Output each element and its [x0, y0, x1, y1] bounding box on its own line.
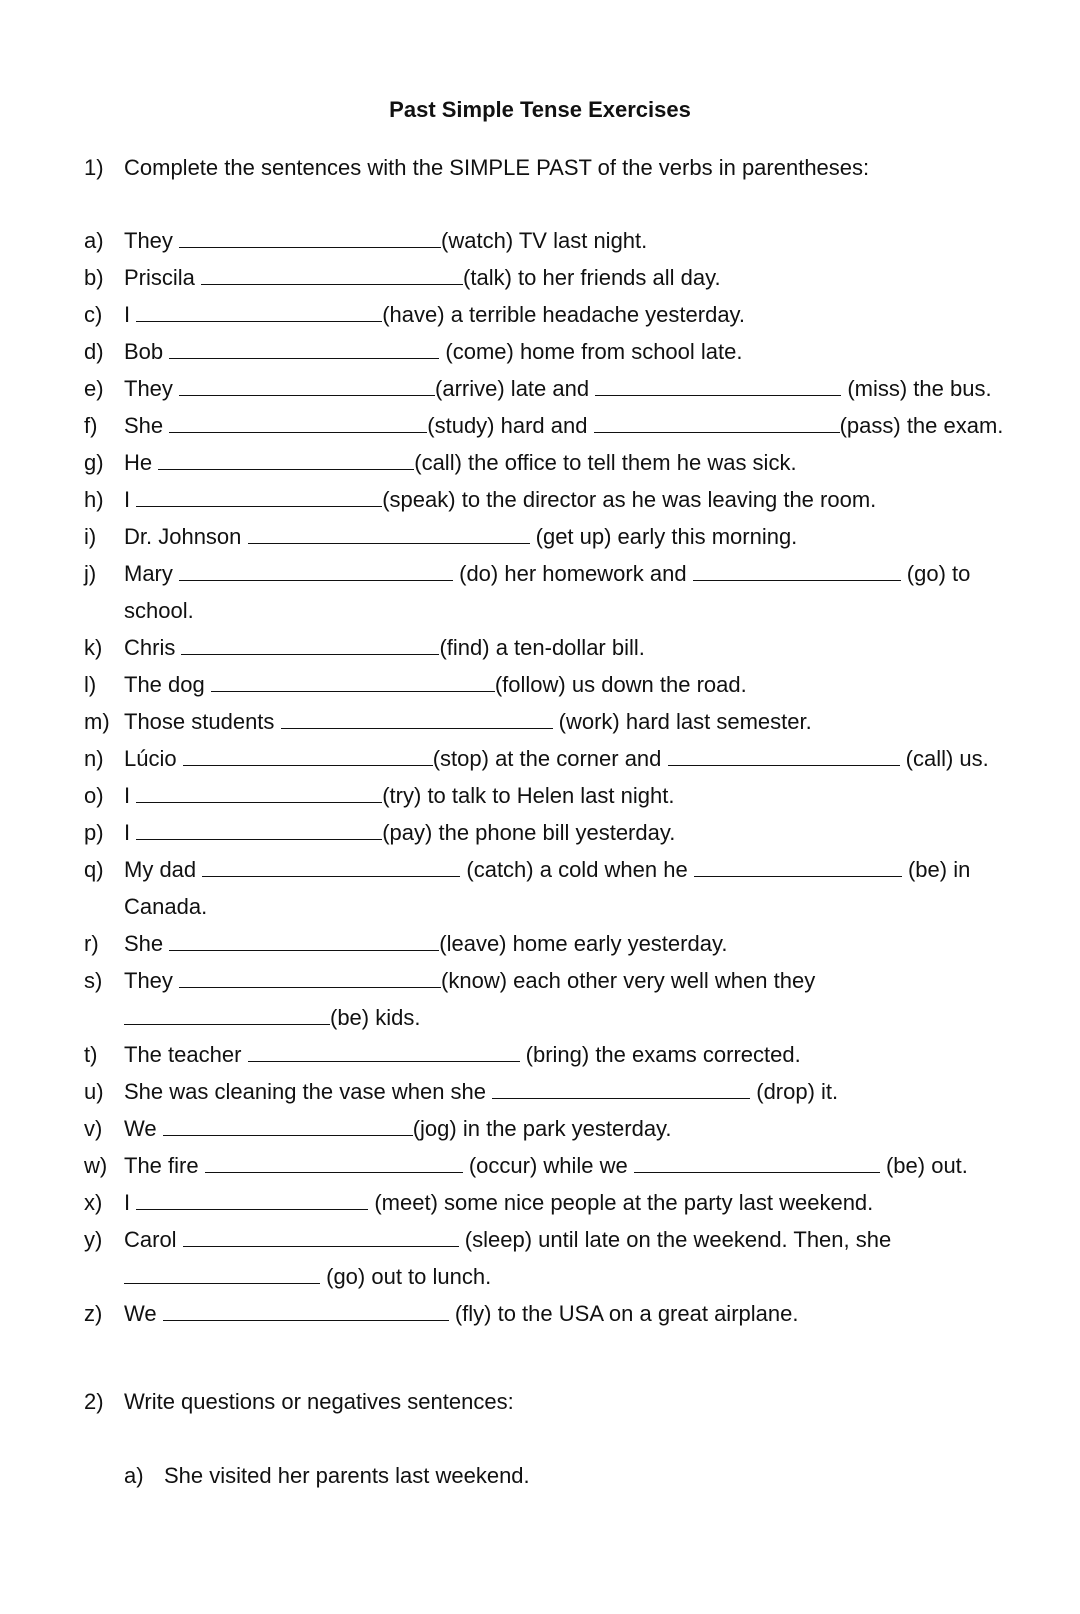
sentence-fragment: (miss) the bus.: [841, 376, 992, 401]
sentence-fragment: We: [124, 1116, 163, 1141]
sentence-fragment: (meet) some nice people at the party last weekend.: [368, 1190, 874, 1215]
sentence-fragment: Lúcio: [124, 746, 183, 771]
exercise-letter: n): [84, 746, 104, 771]
sentence-fragment: Priscila: [124, 265, 202, 290]
answer-blank[interactable]: [179, 227, 441, 248]
answer-blank[interactable]: [136, 1189, 368, 1210]
exercise-row: [84, 740, 1044, 777]
sentence-fragment: (call) us.: [899, 746, 989, 771]
sentence-fragment: (drop) it.: [750, 1079, 839, 1104]
answer-blank[interactable]: [248, 523, 530, 544]
answer-blank[interactable]: [492, 1078, 750, 1099]
sentence-fragment: She was cleaning the vase when she: [124, 1079, 493, 1104]
section-1-heading: [84, 154, 869, 182]
exercise-letter: r): [84, 931, 99, 956]
sentence-fragment: Bob: [124, 339, 170, 364]
exercise-letter: j): [84, 561, 97, 586]
section-instruction: Complete the sentences with the SIMPLE PAST of the verbs in parentheses:: [124, 155, 870, 180]
exercise-row: [84, 444, 1044, 481]
exercise-letter: a): [84, 228, 104, 253]
answer-blank[interactable]: [248, 1041, 520, 1062]
exercise-text: [124, 1147, 968, 1184]
exercise-letter: [84, 888, 124, 925]
sentence-fragment: The teacher: [124, 1042, 248, 1067]
exercise-letter: p): [84, 820, 104, 845]
sentence-fragment: (have) a terrible headache yesterday.: [382, 302, 746, 327]
exercise-text: [124, 703, 812, 740]
sentence-fragment: (bring) the exams corrected.: [519, 1042, 801, 1067]
sentence-fragment: Canada.: [124, 894, 208, 919]
answer-blank[interactable]: [163, 1115, 413, 1136]
exercise-letter: s): [84, 968, 103, 993]
page-title: Past Simple Tense Exercises: [389, 97, 691, 122]
sentence-fragment: He: [124, 450, 159, 475]
sentence-fragment: (get up) early this morning.: [529, 524, 798, 549]
exercise-letter: u): [84, 1079, 104, 1104]
answer-blank[interactable]: [179, 375, 435, 396]
sentence-fragment: (try) to talk to Helen last night.: [382, 783, 675, 808]
exercise-letter: l): [84, 672, 97, 697]
exercise-row: [84, 814, 1044, 851]
sentence-fragment: (watch) TV last night.: [441, 228, 648, 253]
exercise-text: [124, 1258, 491, 1295]
exercise-letter: i): [84, 524, 97, 549]
sentence-fragment: I: [124, 302, 137, 327]
exercise-letter: o): [84, 783, 104, 808]
exercise-text: [124, 444, 797, 481]
answer-blank[interactable]: [201, 264, 463, 285]
exercise-row: [84, 1073, 1044, 1110]
exercise-text: [124, 407, 1003, 444]
exercise-letter: v): [84, 1116, 103, 1141]
exercise-text: [124, 814, 675, 851]
exercise-text: [124, 222, 647, 259]
sentence-fragment: (talk) to her friends all day.: [463, 265, 721, 290]
exercise-text: [124, 1221, 891, 1258]
exercise-letter: k): [84, 635, 103, 660]
exercise-text: [124, 370, 992, 407]
sentence-fragment: (sleep) until late on the weekend. Then, she: [458, 1227, 892, 1252]
sentence-fragment: (speak) to the director as he was leaving the room.: [382, 487, 877, 512]
sentence-fragment: (be) in: [901, 857, 971, 882]
sentence-fragment: (study) hard and: [427, 413, 594, 438]
exercise-text: [124, 962, 815, 999]
answer-blank[interactable]: [281, 708, 553, 729]
answer-blank[interactable]: [634, 1152, 880, 1173]
sentence-fragment: (fly) to the USA on a great airplane.: [448, 1301, 799, 1326]
sentence-fragment: (find) a ten-dollar bill.: [439, 635, 645, 660]
exercise-text: [124, 851, 970, 888]
item-text: She visited her parents last weekend.: [164, 1463, 530, 1488]
exercise-row: [84, 555, 1044, 592]
sentence-fragment: The dog: [124, 672, 211, 697]
exercise-text: [124, 1184, 873, 1221]
exercise-row: [84, 1110, 1044, 1147]
answer-blank[interactable]: [124, 1004, 330, 1025]
exercise-row: [84, 1295, 1044, 1332]
answer-blank[interactable]: [136, 301, 382, 322]
exercise-letter: h): [84, 487, 104, 512]
sentence-fragment: I: [124, 1190, 137, 1215]
exercise-letter: z): [84, 1301, 103, 1326]
exercise-text: [124, 777, 674, 814]
exercise-letter: f): [84, 413, 98, 438]
exercise-row: [84, 777, 1044, 814]
sentence-fragment: (arrive) late and: [435, 376, 596, 401]
exercise-letter: e): [84, 376, 104, 401]
exercise-letter: m): [84, 709, 110, 734]
exercise-text: [124, 1295, 798, 1332]
exercise-row: [84, 370, 1044, 407]
sentence-fragment: We: [124, 1301, 163, 1326]
sentence-fragment: (occur) while we: [462, 1153, 634, 1178]
answer-blank[interactable]: [183, 1226, 459, 1247]
answer-blank[interactable]: [169, 338, 439, 359]
sentence-fragment: They: [124, 968, 180, 993]
answer-blank[interactable]: [694, 856, 902, 877]
sentence-fragment: Mary: [124, 561, 179, 586]
answer-blank[interactable]: [211, 671, 495, 692]
sentence-fragment: (stop) at the corner and: [432, 746, 668, 771]
exercise-text: [124, 259, 721, 296]
exercise-letter: [84, 592, 124, 629]
sentence-fragment: (leave) home early yesterday.: [439, 931, 728, 956]
answer-blank[interactable]: [169, 412, 427, 433]
sentence-fragment: She: [124, 413, 170, 438]
answer-blank[interactable]: [595, 375, 841, 396]
exercise-text: [124, 666, 747, 703]
exercise-row: [84, 518, 1044, 555]
exercise-row: [84, 629, 1044, 666]
sentence-fragment: The fire: [124, 1153, 205, 1178]
sentence-fragment: (be) out.: [879, 1153, 968, 1178]
answer-blank[interactable]: [693, 560, 901, 581]
exercise-text: [124, 999, 420, 1036]
exercise-row: [84, 888, 1044, 925]
exercise-text: [124, 629, 645, 666]
exercise-text: [124, 1110, 672, 1147]
exercise-row: [84, 962, 1044, 999]
exercise-letter: [84, 1258, 124, 1295]
answer-blank[interactable]: [181, 634, 439, 655]
sentence-fragment: (follow) us down the road.: [494, 672, 747, 697]
answer-blank[interactable]: [158, 449, 414, 470]
section-2-heading: [84, 1388, 514, 1416]
answer-blank[interactable]: [594, 412, 840, 433]
sentence-fragment: Carol: [124, 1227, 183, 1252]
sentence-fragment: (catch) a cold when he: [460, 857, 694, 882]
answer-blank[interactable]: [163, 1300, 449, 1321]
exercise-letter: w): [84, 1153, 108, 1178]
exercise-row: [84, 703, 1044, 740]
sentence-fragment: (jog) in the park yesterday.: [412, 1116, 672, 1141]
exercise-text: [124, 740, 989, 777]
answer-blank[interactable]: [668, 745, 900, 766]
exercise-row: [84, 407, 1044, 444]
sentence-fragment: (go) to: [900, 561, 971, 586]
answer-blank[interactable]: [169, 930, 439, 951]
exercise-text: [124, 296, 745, 333]
exercise-text: [124, 1036, 801, 1073]
exercise-text: [124, 555, 970, 592]
answer-blank[interactable]: [136, 486, 382, 507]
sentence-fragment: (pass) the exam.: [839, 413, 1004, 438]
section-instruction: Write questions or negatives sentences:: [124, 1389, 514, 1414]
exercise-text: [124, 333, 743, 370]
answer-blank[interactable]: [136, 782, 382, 803]
exercise-letter: d): [84, 339, 104, 364]
sentence-fragment: They: [124, 376, 180, 401]
sentence-fragment: (come) home from school late.: [439, 339, 743, 364]
exercise-row: [84, 925, 1044, 962]
sentence-fragment: (work) hard last semester.: [552, 709, 812, 734]
sentence-fragment: (pay) the phone bill yesterday.: [382, 820, 676, 845]
exercise-text: [124, 888, 207, 925]
sentence-fragment: I: [124, 820, 137, 845]
section-2-items: [124, 1462, 530, 1490]
exercise-row: [84, 222, 1044, 259]
sentence-fragment: (call) the office to tell them he was sick.: [414, 450, 797, 475]
sentence-fragment: I: [124, 487, 137, 512]
exercise-text: [124, 481, 876, 518]
exercise-letter: g): [84, 450, 104, 475]
exercise-row: [84, 333, 1044, 370]
exercise-text: [124, 592, 194, 629]
exercise-letter: x): [84, 1190, 103, 1215]
exercise-row: [84, 666, 1044, 703]
answer-blank[interactable]: [136, 819, 382, 840]
answer-blank[interactable]: [179, 560, 453, 581]
sentence-fragment: (go) out to lunch.: [320, 1264, 492, 1289]
exercise-list: [84, 222, 1044, 1332]
section-number: 1): [84, 155, 104, 180]
exercise-row: [84, 259, 1044, 296]
answer-blank[interactable]: [202, 856, 460, 877]
exercise-row: [84, 1258, 1044, 1295]
exercise-row: [84, 1184, 1044, 1221]
answer-blank[interactable]: [205, 1152, 463, 1173]
exercise-letter: t): [84, 1042, 98, 1067]
exercise-letter: q): [84, 857, 104, 882]
sentence-fragment: (be) kids.: [330, 1005, 421, 1030]
exercise-row: [84, 592, 1044, 629]
sentence-fragment: I: [124, 783, 137, 808]
exercise-row: [84, 481, 1044, 518]
sentence-fragment: She: [124, 931, 170, 956]
item-letter: a): [124, 1463, 144, 1488]
section-number: 2): [84, 1389, 104, 1414]
exercise-letter: [84, 999, 124, 1036]
sentence-fragment: Those students: [124, 709, 281, 734]
exercise-letter: c): [84, 302, 103, 327]
exercise-row: [84, 1036, 1044, 1073]
answer-blank[interactable]: [183, 745, 433, 766]
exercise-row: [84, 851, 1044, 888]
sentence-fragment: (do) her homework and: [453, 561, 693, 586]
sentence-fragment: My dad: [124, 857, 203, 882]
exercise-row: [84, 296, 1044, 333]
answer-blank[interactable]: [124, 1263, 320, 1284]
sentence-fragment: school.: [124, 598, 194, 623]
exercise-text: [124, 1073, 838, 1110]
exercise-row: [84, 999, 1044, 1036]
exercise-letter: y): [84, 1227, 103, 1252]
list-item: [124, 1462, 530, 1490]
sentence-fragment: Dr. Johnson: [124, 524, 248, 549]
answer-blank[interactable]: [179, 967, 441, 988]
exercise-text: [124, 518, 797, 555]
sentence-fragment: Chris: [124, 635, 182, 660]
exercise-row: [84, 1147, 1044, 1184]
exercise-row: [84, 1221, 1044, 1258]
sentence-fragment: (know) each other very well when they: [441, 968, 816, 993]
exercise-letter: b): [84, 265, 104, 290]
sentence-fragment: They: [124, 228, 180, 253]
exercise-text: [124, 925, 727, 962]
